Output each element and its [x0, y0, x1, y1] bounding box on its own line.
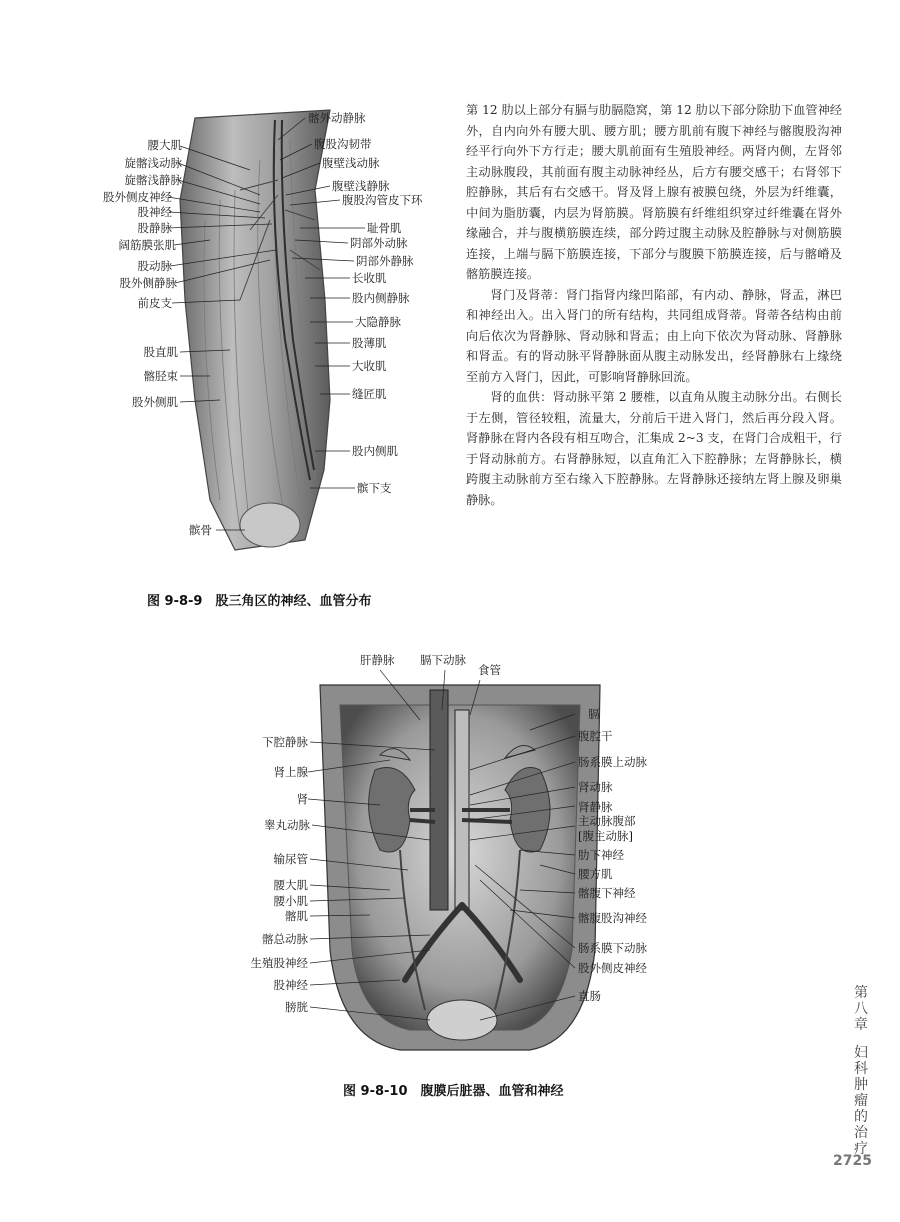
label-left-5: 股神经 [137, 205, 172, 219]
fig2-label-right-7: [腹主动脉] [578, 829, 633, 843]
label-right-1: 髂外动静脉 [308, 111, 366, 125]
fig2-label-left-1: 下腔静脉 [262, 735, 308, 749]
fig2-label-left-6: 腰大肌 [273, 878, 308, 892]
fig2-label-left-11: 股神经 [273, 978, 308, 992]
label-right-2: 腹股沟韧带 [314, 137, 372, 151]
body-text [466, 100, 842, 510]
label-left-12: 髂胫束 [143, 369, 178, 383]
label-right-3: 腹壁浅动脉 [322, 156, 380, 170]
fig2-label-right-11: 髂腹股沟神经 [578, 911, 647, 925]
fig2-label-right-4: 肾动脉 [578, 780, 613, 794]
fig2-label-left-2: 肾上腺 [273, 765, 308, 779]
fig2-label-right-5: 肾静脉 [578, 800, 613, 814]
vertical-char: 瘤 [854, 1093, 868, 1109]
label-right-16: 髌下支 [357, 481, 392, 495]
label-left-6: 股静脉 [137, 221, 172, 235]
figure2-caption: 图 9-8-10 腹膜后脏器、血管和神经 [343, 1084, 564, 1099]
label-left-4: 股外侧皮神经 [103, 190, 172, 204]
paragraph-1: 第 12 肋以上部分有膈与肋膈隐窝，第 12 肋以下部分除肋下血管神经外，自内向外有腰大肌、腰方肌；腰方肌前有腹下神经与髂腹股沟神经平行向外下方行走；腰大肌前面有生殖股神经。两肾内侧，左肾邻主动脉腹段，其前面有腹主动脉神经丛，后方有腰交感干；右肾邻下腔静脉，其后有右交感干。肾及肾上腺有被膜包绕，外层为纤维囊，中间为脂肪囊，内层为肾筋膜。肾筋膜有纤维组织穿过纤维囊在肾外缘融合，并与腹横筋膜连续，部分跨过腹主动脉及腔静脉与对侧筋膜连接，上端与膈下筋膜连接，下部分与腹膜下筋膜连接，后与髂嵴及髂筋膜连接。 [466, 103, 842, 281]
label-right-4: 腹壁浅静脉 [332, 179, 390, 193]
vertical-char: 八 [854, 1001, 868, 1017]
fig2-label-left-3: 肾 [296, 792, 308, 806]
fig2-label-right-12: 肠系膜下动脉 [578, 941, 647, 955]
fig2-label-left-4: 睾丸动脉 [264, 818, 310, 832]
fig2-label-right-9: 腰方肌 [578, 867, 613, 881]
vertical-char: 科 [854, 1061, 868, 1077]
fig2-label-left-8: 髂肌 [285, 909, 308, 923]
label-top-1: 肝静脉 [360, 653, 395, 667]
label-right-13: 大收肌 [352, 359, 387, 373]
label-left-1: 腰大肌 [147, 138, 182, 152]
label-top-2: 膈下动脉 [420, 653, 466, 667]
label-top-3: 食管 [478, 663, 501, 677]
label-left-14: 髌骨 [189, 523, 212, 537]
vertical-char: 疗 [854, 1141, 868, 1157]
figure-thigh [100, 100, 440, 580]
label-right-8: 阴部外静脉 [356, 254, 414, 268]
label-right-12: 股薄肌 [352, 336, 387, 350]
paragraph-2: 肾门及肾蒂：肾门指肾内缘凹陷部，有内动、静脉，肾盂，淋巴和神经出入。出入肾门的所有结构，共同组成肾蒂。肾蒂各结构由前向后依次为肾静脉、肾动脉和肾盂；由上向下依次为肾动脉、肾静脉和肾盂。有的肾动脉平肾静脉面从腹主动脉发出，经肾静脉右上缘绕至前方入肾门，因此，可影响肾静脉回流。 [466, 287, 842, 384]
label-right-7: 阴部外动脉 [350, 236, 408, 250]
vertical-char: 治 [854, 1125, 868, 1141]
fig2-label-left-10: 生殖股神经 [250, 956, 308, 970]
vertical-char: 肿 [854, 1077, 868, 1093]
page-number: 2725 [833, 1153, 872, 1169]
fig2-label-right-8: 肋下神经 [578, 848, 624, 862]
label-right-11: 大隐静脉 [355, 315, 401, 329]
label-left-8: 股动脉 [137, 259, 172, 273]
label-right-14: 缝匠肌 [352, 387, 387, 401]
label-right-6: 耻骨肌 [367, 221, 402, 235]
fig2-label-left-5: 输尿管 [273, 852, 308, 866]
vertical-char: 妇 [854, 1045, 868, 1061]
vertical-char: 第 [854, 985, 868, 1001]
label-left-10: 前皮支 [137, 296, 172, 310]
fig2-label-right-6: 主动脉腹部 [578, 814, 636, 828]
chapter-number [846, 985, 876, 1033]
label-left-11: 股直肌 [143, 345, 178, 359]
label-right-15: 股内侧肌 [352, 444, 398, 458]
label-left-2: 旋髂浅动脉 [124, 156, 182, 170]
figure1-caption: 图 9-8-9 股三角区的神经、血管分布 [147, 594, 372, 609]
fig2-label-left-7: 腰小肌 [273, 894, 308, 908]
label-right-9: 长收肌 [352, 271, 387, 285]
thigh-illustration [100, 100, 440, 580]
fig2-label-left-12: 膀胱 [285, 1000, 308, 1014]
chapter-side-tab [846, 985, 876, 1157]
chapter-title [846, 1045, 876, 1157]
label-left-7: 阔筋膜张肌 [118, 238, 176, 252]
fig2-label-left-9: 髂总动脉 [262, 932, 308, 946]
label-right-10: 股内侧静脉 [352, 291, 410, 305]
label-left-13: 股外侧肌 [132, 395, 178, 409]
label-left-9: 股外侧静脉 [119, 276, 177, 290]
vertical-char: 章 [854, 1017, 868, 1033]
fig2-label-right-10: 髂腹下神经 [578, 886, 636, 900]
fig2-label-right-13: 股外侧皮神经 [578, 961, 647, 975]
label-left-3: 旋髂浅静脉 [124, 173, 182, 187]
fig2-label-right-3: 肠系膜上动脉 [578, 755, 647, 769]
fig2-label-right-2: 腹腔干 [578, 729, 613, 743]
fig2-label-right-1: 膈 [588, 707, 600, 721]
figure-abdomen [230, 650, 700, 1070]
fig2-label-right-14: 直肠 [578, 989, 601, 1003]
vertical-char: 的 [854, 1109, 868, 1125]
label-right-5: 腹股沟管皮下环 [342, 193, 423, 207]
paragraph-3: 肾的血供：肾动脉平第 2 腰椎，以直角从腹主动脉分出。右侧长于左侧，管径较粗，流量大，分前后干进入肾门，然后再分段入肾。肾静脉在肾内各段有相互吻合，汇集成 2~3 支，在肾门合成粗干，行于肾动脉前方。右肾静脉短，以直角汇入下腔静脉；左肾静脉长，横跨腹主动脉前方至右缘入下腔静脉。左肾静脉还接纳左肾上腺及卵巢静脉。 [466, 390, 842, 507]
